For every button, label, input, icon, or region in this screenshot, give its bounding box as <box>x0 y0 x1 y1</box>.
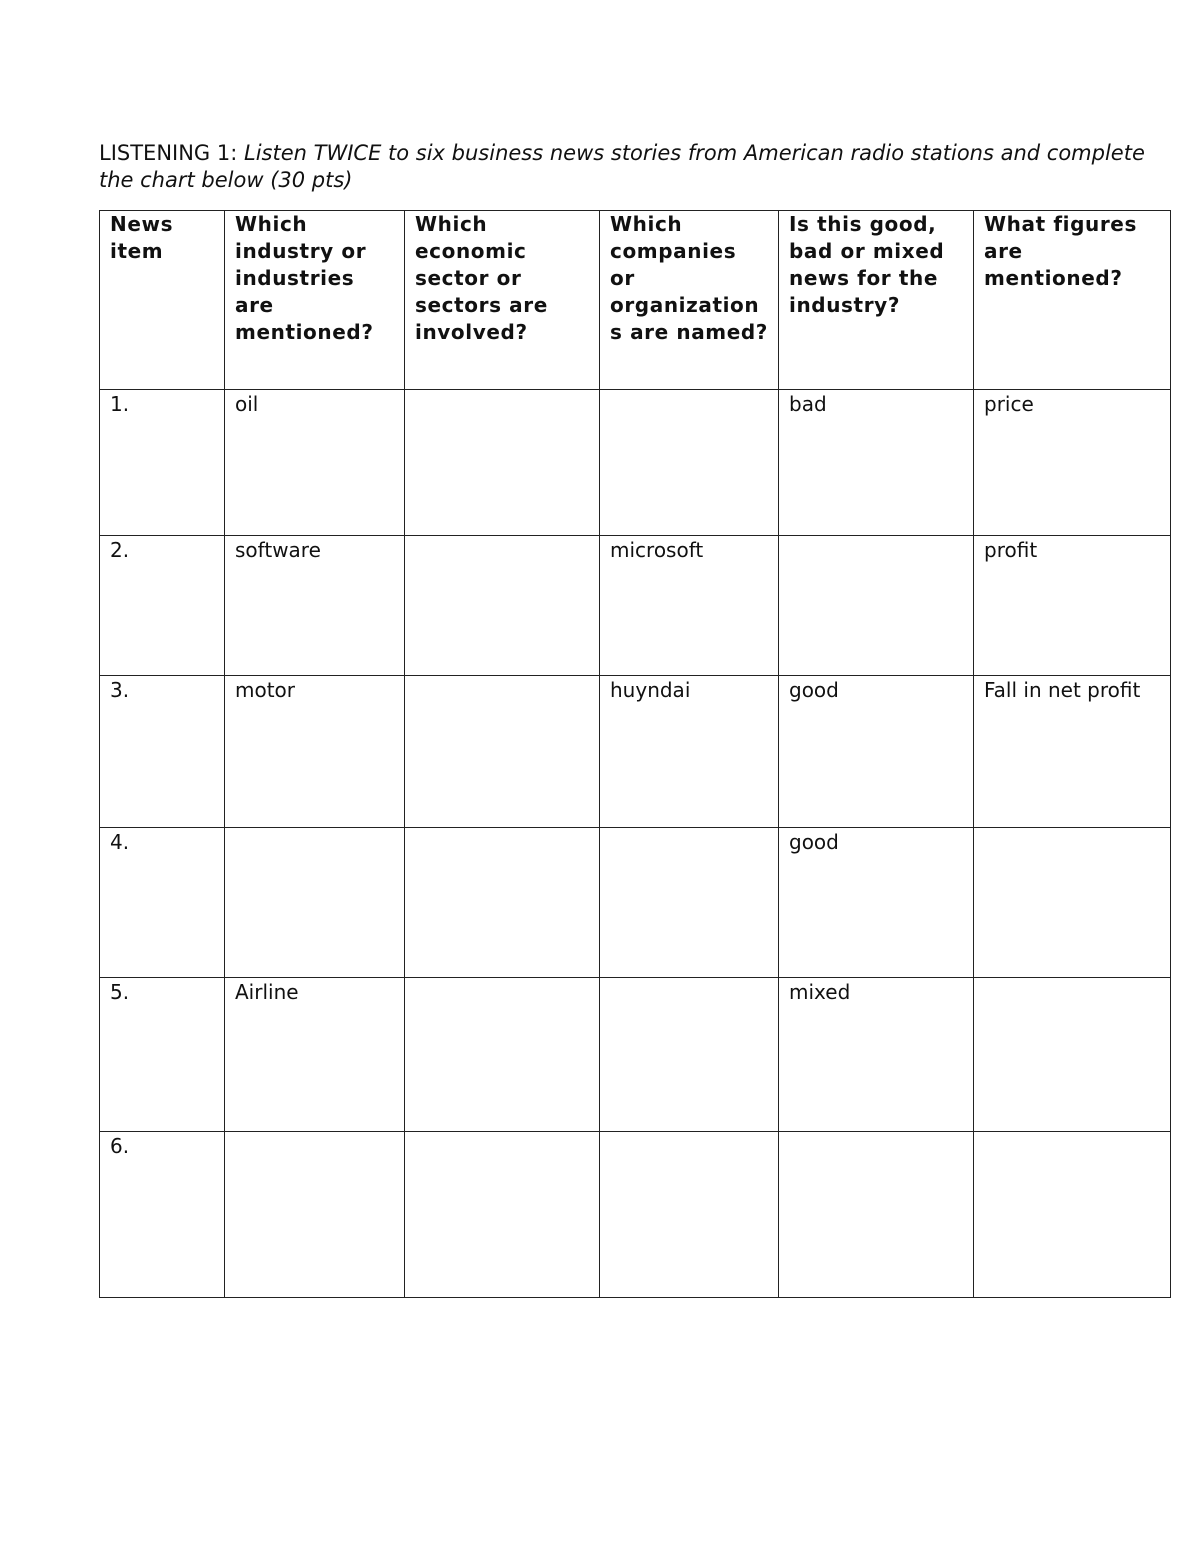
cell-item: 4. <box>100 828 225 978</box>
cell-news[interactable] <box>779 1132 974 1298</box>
news-chart-table <box>99 210 1171 1298</box>
cell-item: 1. <box>100 390 225 536</box>
cell-news[interactable] <box>779 536 974 676</box>
table-row <box>100 676 1171 828</box>
cell-industry[interactable] <box>225 828 405 978</box>
cell-sector[interactable] <box>405 978 600 1132</box>
cell-industry[interactable] <box>225 1132 405 1298</box>
header-industry: Which industry or industries are mentioned? <box>225 211 405 390</box>
header-news-quality: Is this good, bad or mixed news for the industry? <box>779 211 974 390</box>
cell-figures[interactable]: profit <box>974 536 1171 676</box>
cell-industry[interactable]: software <box>225 536 405 676</box>
cell-industry[interactable]: oil <box>225 390 405 536</box>
cell-sector[interactable] <box>405 1132 600 1298</box>
table-row <box>100 828 1171 978</box>
table-row <box>100 536 1171 676</box>
cell-companies[interactable]: huyndai <box>600 676 779 828</box>
cell-sector[interactable] <box>405 676 600 828</box>
cell-industry[interactable]: Airline <box>225 978 405 1132</box>
header-figures: What figures are mentioned? <box>974 211 1171 390</box>
cell-figures[interactable]: Fall in net profit <box>974 676 1171 828</box>
header-sector: Which economic sector or sectors are involved? <box>405 211 600 390</box>
cell-news[interactable]: bad <box>779 390 974 536</box>
cell-companies[interactable] <box>600 390 779 536</box>
header-news-item: News item <box>100 211 225 390</box>
cell-sector[interactable] <box>405 390 600 536</box>
listening-heading <box>99 140 1169 194</box>
header-row <box>100 211 1171 390</box>
cell-news[interactable]: mixed <box>779 978 974 1132</box>
cell-companies[interactable] <box>600 978 779 1132</box>
heading-label: LISTENING 1: <box>99 141 238 165</box>
table-row <box>100 390 1171 536</box>
cell-sector[interactable] <box>405 536 600 676</box>
cell-figures[interactable] <box>974 978 1171 1132</box>
cell-companies[interactable] <box>600 1132 779 1298</box>
cell-item: 6. <box>100 1132 225 1298</box>
cell-item: 5. <box>100 978 225 1132</box>
cell-item: 2. <box>100 536 225 676</box>
cell-news[interactable]: good <box>779 676 974 828</box>
cell-companies[interactable]: microsoft <box>600 536 779 676</box>
header-companies: Which companies or organization s are named? <box>600 211 779 390</box>
cell-item: 3. <box>100 676 225 828</box>
cell-figures[interactable] <box>974 828 1171 978</box>
cell-figures[interactable]: price <box>974 390 1171 536</box>
cell-sector[interactable] <box>405 828 600 978</box>
cell-industry[interactable]: motor <box>225 676 405 828</box>
cell-figures[interactable] <box>974 1132 1171 1298</box>
table-row <box>100 978 1171 1132</box>
cell-companies[interactable] <box>600 828 779 978</box>
cell-news[interactable]: good <box>779 828 974 978</box>
table-row <box>100 1132 1171 1298</box>
heading-instruction: Listen TWICE to six business news stories from American radio stations and complete the chart below (30 pts) <box>99 141 1145 192</box>
